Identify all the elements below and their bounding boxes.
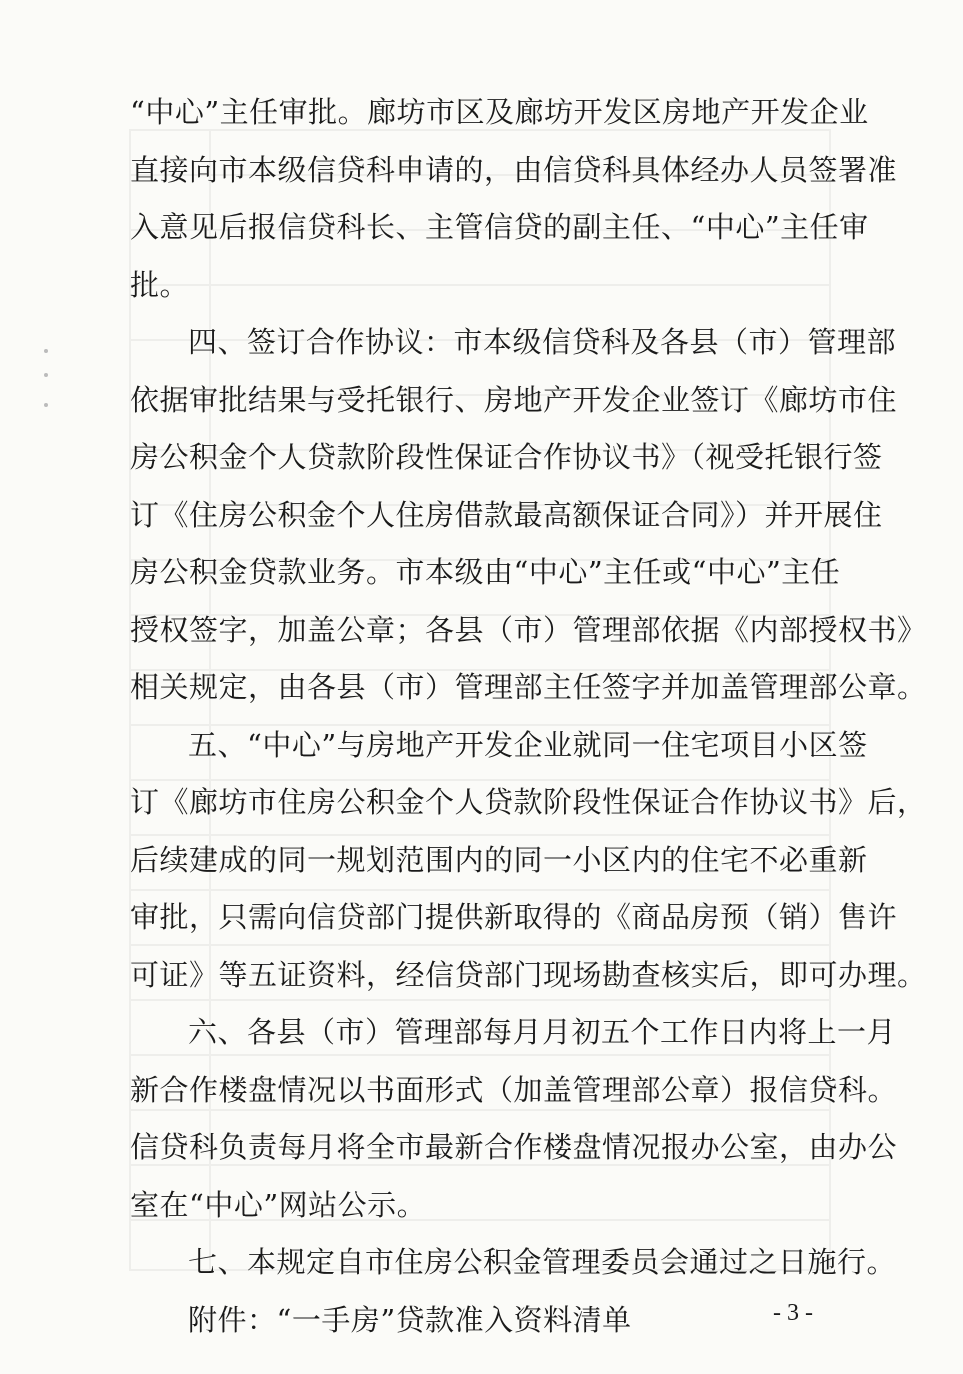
text-line: 房公积金个人贷款阶段性保证合作协议书》（视受托银行签 [130, 440, 883, 474]
text-line: 订《廊坊市住房公积金个人贷款阶段性保证合作协议书》后， [130, 785, 927, 819]
text-line: 房公积金贷款业务。市本级由“中心”主任或“中心”主任 [130, 555, 841, 589]
text-line: 订《住房公积金个人住房借款最高额保证合同》）并开展住 [130, 497, 883, 532]
page-number: - 3 - [773, 1300, 813, 1326]
text-line: 室在“中心”网站公示。 [130, 1187, 427, 1222]
text-line: 入意见后报信贷科长、主管信贷的副主任、“中心”主任审 [130, 210, 869, 244]
text-line: 六、各县（市）管理部每月月初五个工作日内将上一月 [188, 1015, 897, 1049]
text-line: 依据审批结果与受托银行、房地产开发企业签订《廊坊市住 [130, 382, 898, 417]
body-text [130, 84, 927, 1349]
text-line: 审批，只需向信贷部门提供新取得的《商品房预（销）售许 [130, 900, 898, 934]
text-line: 可证》等五证资料，经信贷部门现场勘查核实后，即可办理。 [130, 957, 927, 992]
text-line: 七、本规定自市住房公积金管理委员会通过之日施行。 [188, 1245, 897, 1279]
text-line: 新合作楼盘情况以书面形式（加盖管理部公章）报信贷科。 [130, 1072, 898, 1107]
text-line: 五、“中心”与房地产开发企业就同一住宅项目小区签 [188, 727, 868, 762]
text-line: “中心”主任审批。廊坊市区及廊坊开发区房地产开发企业 [130, 95, 869, 129]
attachment-line: 附件：“一手房”贷款准入资料清单 [188, 1302, 632, 1337]
text-line: 直接向市本级信贷科申请的，由信贷科具体经办人员签署准 [130, 152, 898, 187]
text-line: 相关规定，由各县（市）管理部主任签字并加盖管理部公章。 [130, 670, 927, 704]
text-line: 后续建成的同一规划范围内的同一小区内的住宅不必重新 [130, 842, 868, 877]
binding-hole-marks [40, 345, 52, 425]
text-line: 四、签订合作协议：市本级信贷科及各县（市）管理部 [188, 325, 897, 359]
text-line: 信贷科负责每月将全市最新合作楼盘情况报办公室，由办公 [130, 1130, 898, 1164]
text-line: 授权签字，加盖公章；各县（市）管理部依据《内部授权书》 [130, 612, 927, 647]
text-line: 批。 [130, 267, 190, 302]
